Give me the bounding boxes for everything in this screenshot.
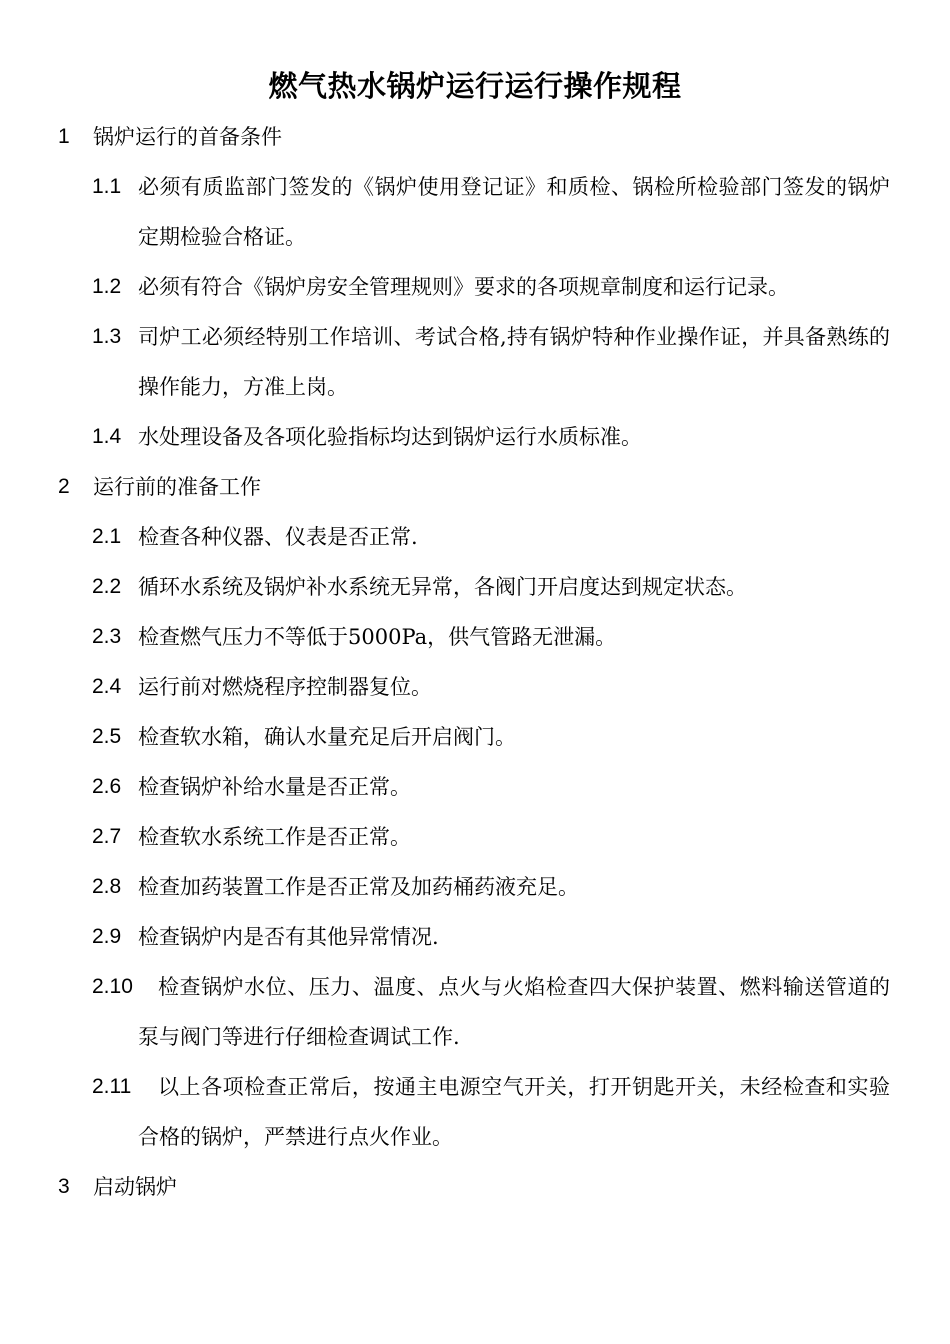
item-number: 2.5 [92,725,122,748]
item-number: 2.9 [92,925,122,948]
document-body [0,112,950,1212]
item-text: 检查加药装置工作是否正常及加药桶药液充足。 [138,875,579,899]
item-text: 检查燃气压力不等低于5000Pa，供气管路无泄漏。 [138,625,617,649]
item-text: 司炉工必须经特别工作培训、考试合格,持有锅炉特种作业操作证，并具备熟练的操作能力，方准上岗。 [138,325,890,399]
list-item [0,1062,890,1162]
item-text: 检查锅炉内是否有其他异常情况. [138,925,439,949]
item-number: 2.2 [92,575,122,598]
item-text: 检查各种仪器、仪表是否正常. [138,525,418,549]
list-item [0,812,890,862]
item-text: 运行前对燃烧程序控制器复位。 [138,675,432,699]
item-number: 2.3 [92,625,122,648]
item-text: 检查软水系统工作是否正常。 [138,825,411,849]
document-title: 燃气热水锅炉运行运行操作规程 [268,69,682,103]
list-item [0,912,890,962]
item-number: 2.10 [92,975,133,998]
item-text: 必须有符合《锅炉房安全管理规则》要求的各项规章制度和运行记录。 [138,275,789,299]
section-title: 启动锅炉 [93,1175,177,1199]
item-number: 2.11 [92,1075,132,1098]
section-number: 2 [58,475,70,498]
item-text: 以上各项检查正常后，按通主电源空气开关，打开钥匙开关，未经检查和实验合格的锅炉，严禁进行点火作业。 [138,1075,890,1149]
list-item [0,512,890,562]
item-text: 水处理设备及各项化验指标均达到锅炉运行水质标准。 [138,425,642,449]
item-number: 1.1 [92,175,122,198]
section-title: 锅炉运行的首备条件 [93,125,282,149]
item-number: 2.8 [92,875,122,898]
list-item [0,262,890,312]
list-item [0,762,890,812]
item-number: 2.4 [92,675,122,698]
list-item [0,312,890,412]
list-item [0,662,890,712]
list-item [0,962,890,1062]
list-item [0,862,890,912]
item-number: 1.3 [92,325,122,348]
item-number: 2.6 [92,775,122,798]
section-title: 运行前的准备工作 [93,475,261,499]
item-text: 必须有质监部门签发的《锅炉使用登记证》和质检、锅检所检验部门签发的锅炉定期检验合格证。 [138,175,890,249]
item-number: 1.4 [92,425,122,448]
section-heading [0,462,950,512]
section-number: 1 [58,125,70,148]
item-text: 循环水系统及锅炉补水系统无异常，各阀门开启度达到规定状态。 [138,575,747,599]
item-text: 检查锅炉水位、压力、温度、点火与火焰检查四大保护装置、燃料输送管道的泵与阀门等进行仔细检查调试工作. [138,975,890,1049]
section-number: 3 [58,1175,70,1198]
list-item [0,162,890,262]
list-item [0,612,890,662]
section-heading [0,1162,950,1212]
list-item [0,712,890,762]
list-item [0,412,890,462]
item-text: 检查锅炉补给水量是否正常。 [138,775,411,799]
item-number: 2.1 [92,525,122,548]
item-number: 1.2 [92,275,122,298]
item-text: 检查软水箱，确认水量充足后开启阀门。 [138,725,516,749]
item-number: 2.7 [92,825,122,848]
section-heading [0,112,950,162]
list-item [0,562,890,612]
